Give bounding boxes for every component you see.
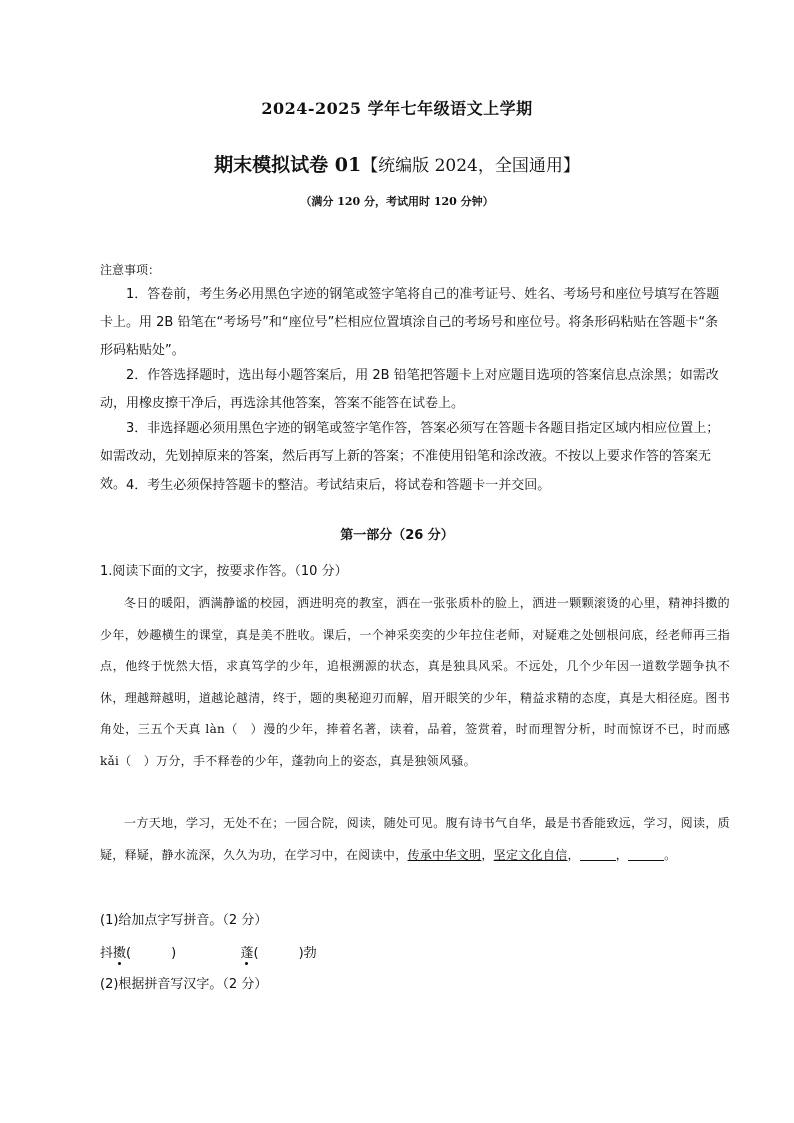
score-time-note: （满分 120 分，考试用时 120 分钟） <box>300 195 494 208</box>
notice-item-2: 2．作答选择题时，选出每小题答案后，用 2B 铅笔把答题卡上对应题目选项的答案信息点涂黑；如需改动，用橡皮擦干净后，再选涂其他答案，答案不能答在试卷上。 <box>100 368 719 411</box>
passage-paragraph-2: 一方天地，学习，无处不在；一园合院，阅读，随处可见。腹有诗书气自华，最是书香能致远，学习，阅读，质疑，释疑，静水流深，久久为功，在学习中，在阅读中，传承中华文明，坚定文化自信， ， 。 <box>100 816 730 862</box>
word-1-char-a: 抖 <box>100 946 114 961</box>
passage-paragraph-1: 冬日的暖阳，洒满静谧的校园，洒进明亮的教室，洒在一张张质朴的脸上，洒进一颗颗滚烫的心里，精神抖擞的少年，妙趣横生的课堂，真是美不胜收。课后，一个神采奕奕的少年拉住老师，对疑难之处刨根问底，经老师再三指点，他终于恍然大悟，求真笃学的少年，追根溯源的状态，真是独具风采。不远处，几个少年因一道数学题争执不休，理越辩越明，道越论越清，终于，题的奥秘迎刃而解，眉开眼笑的少年，精益求精的态度，真是大相径庭。图书角处，三五个天真 làn（ ）漫的少年，捧着名著，读着，品着，签赏着，时而理智分析，时而惊讶不已，时而感 kǎi（ ）万分，手不释卷的少年，蓬勃向上的姿态，真是独领风骚。 <box>100 596 730 768</box>
passage-paragraph-2-lead: 一方天地，学习，无处不在；一园合院，阅读，随处可见。腹有诗书气自华，最是书香能致远，学习，阅读，质疑，释疑，静水流深，久久为功，在学习中，在阅读中， <box>100 816 730 862</box>
underlined-phrase-2: 坚定文化自信 <box>493 847 568 862</box>
sub-question-2: (2)根据拼音写汉字。（2 分） <box>100 977 268 992</box>
paren-open-1: ( <box>126 946 132 961</box>
exam-title-line1: 2024-2025 学年七年级语文上学期 <box>261 99 533 118</box>
exam-title-edition: 【统编版 2024，全国通用】 <box>361 156 580 176</box>
paren-close-2: ) <box>298 946 304 961</box>
paren-open-2: ( <box>253 946 259 961</box>
word-2-char-b: 勃 <box>303 946 317 961</box>
sub-question-1: (1)给加点字写拼音。（2 分） <box>100 913 268 928</box>
separator-comma-2: ， <box>567 847 580 862</box>
section-title: 第一部分（26 分） <box>340 528 454 543</box>
pinyin-items <box>100 942 317 961</box>
word-2-char-a-dotted: 蓬 <box>240 946 254 961</box>
exam-title-main <box>0 150 794 177</box>
notice-title: 注意事项： <box>100 263 161 277</box>
notice-item-1: 1．答卷前，考生务必用黑色字迹的钢笔或签字笔将自己的准考证号、姓名、考场号和座位号填写在答题卡上。用 2B 铅笔在“考场号”和“座位号”栏相应位置填涂自己的考场号和座位号。将条形码粘贴在答题卡“条形码粘贴处”。 <box>100 287 720 358</box>
exam-title-main-text: 期末模拟试卷 01 <box>214 154 362 176</box>
separator-comma: ， <box>481 847 494 862</box>
paren-close-1: ) <box>171 946 177 961</box>
question-1-prompt: 1.阅读下面的文字，按要求作答。（10 分） <box>100 564 348 579</box>
answer-blank-1[interactable] <box>580 846 616 861</box>
answer-blank-2[interactable] <box>628 846 664 861</box>
notice-item-3: 3．非选择题必须用黑色字迹的钢笔或签字笔作答，答案必须写在答题卡各题目指定区域内相应位置上；如需改动，先划掉原来的答案，然后再写上新的答案；不准使用铅笔和涂改液。不按以上要求作答的答案无效。 <box>100 421 720 492</box>
passage-end-mark: 。 <box>664 847 677 862</box>
notice-item-4: 4．考生必须保持答题卡的整洁。考试结束后，将试卷和答题卡一并交回。 <box>126 478 551 493</box>
underlined-phrase-1: 传承中华文明 <box>407 847 482 862</box>
word-1-char-b-dotted: 擞 <box>113 946 127 961</box>
